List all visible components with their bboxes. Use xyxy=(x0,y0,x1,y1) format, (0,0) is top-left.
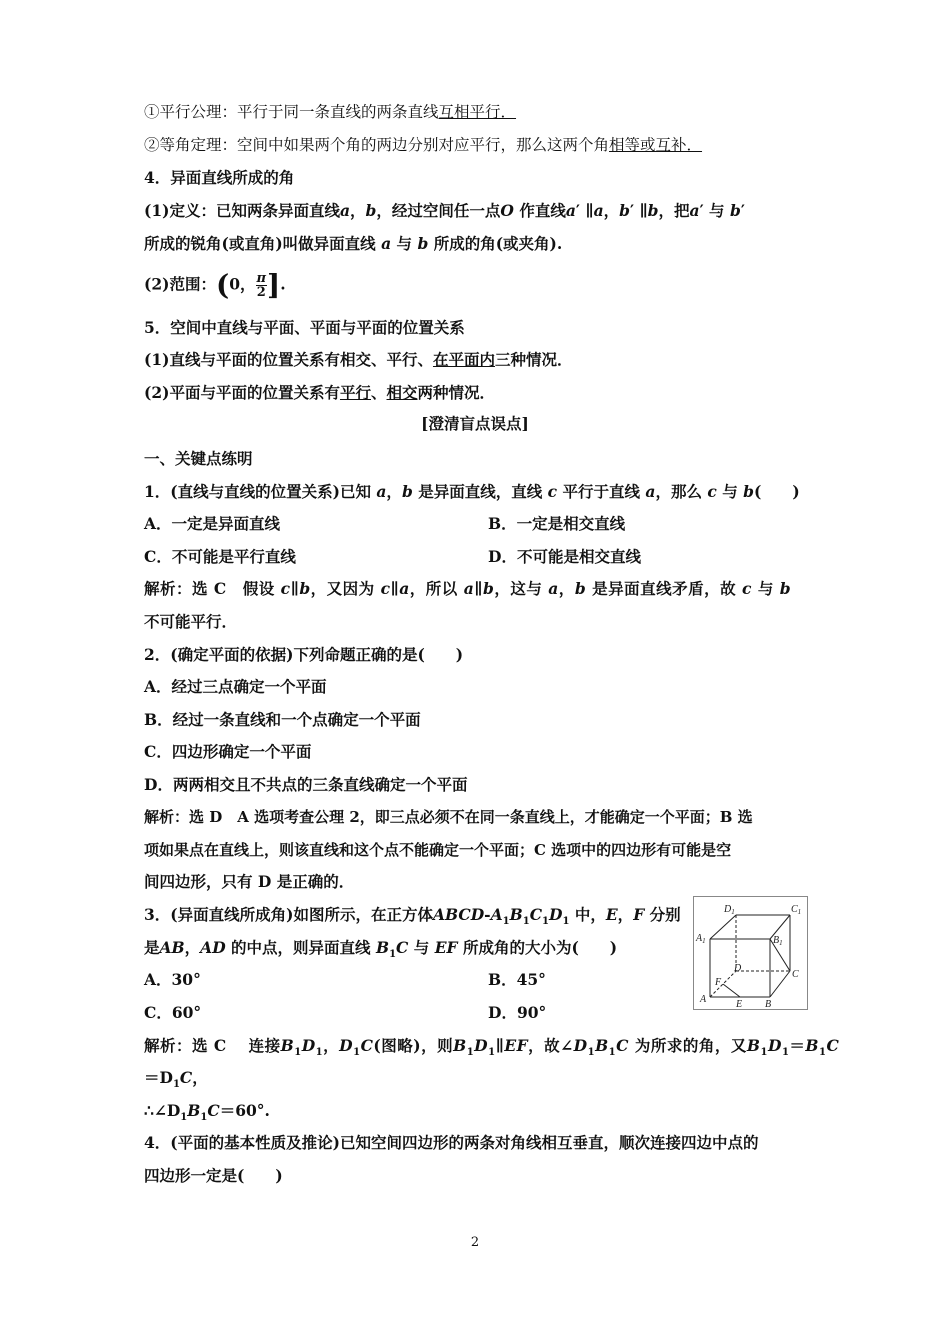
line-parallel-axiom xyxy=(144,102,516,122)
q3-option-b: B．45° xyxy=(488,970,546,989)
line-5-2: (2)平面与平面的位置关系有平行、相交两种情况． xyxy=(144,383,496,402)
answer-2-line-2: 项如果点在直线上，则该直线和这个点不能确定一个平面；C 选项中的四边形有可能是空 xyxy=(144,841,732,859)
question-4-line-2: 四边形一定是( ) xyxy=(144,1166,283,1185)
cube-figure xyxy=(693,896,808,1010)
text: ②等角定理：空间中如果两个角的两边分别对应平行，那么这两个角 xyxy=(144,136,610,154)
text: ①平行公理：平行于同一条直线的两条直线 xyxy=(144,103,439,121)
q1-option-c: C．不可能是平行直线 xyxy=(144,547,296,566)
line-equal-angle-theorem xyxy=(144,135,702,155)
answer-3-line-2: $=D_1C$， xyxy=(144,1068,208,1090)
label-b1: $B_1$ xyxy=(773,935,783,947)
question-3-line-1: 3．(异面直线所成角)如图所示，在正方体ABCD-$A_1B_1C_1D_1$ 中，E，F 分别 xyxy=(144,905,681,927)
heading-4: 4．异面直线所成的角 xyxy=(144,168,295,187)
label-f: F xyxy=(715,977,722,988)
underlined-answer: 相等或互补． xyxy=(609,136,703,154)
label-c1: $C_1$ xyxy=(791,904,802,916)
q2-option-b: B．经过一条直线和一个点确定一个平面 xyxy=(144,710,421,729)
line-5-1: (1)直线与平面的位置关系有相交、平行、在平面内三种情况． xyxy=(144,350,573,369)
q2-option-a: A．经过三点确定一个平面 xyxy=(144,677,327,696)
question-2: 2．(确定平面的依据)下列命题正确的是( ) xyxy=(144,645,464,664)
label-c: C xyxy=(792,969,799,980)
q1-option-b: B．一定是相交直线 xyxy=(488,514,626,533)
cube-diagram xyxy=(694,897,807,1009)
label-a1: $A_1$ xyxy=(696,933,706,945)
page-number: 2 xyxy=(470,1235,480,1250)
q1-option-a: A．一定是异面直线 xyxy=(144,514,281,533)
answer-1-line-1: 解析：选 C 假设 c∥b，又因为 c∥a，所以 a∥b，这与 a，b 是异面直线矛盾，故 c 与 b xyxy=(144,579,792,598)
label-b: B xyxy=(765,999,772,1009)
section-title: [澄清盲点误点] xyxy=(421,414,529,433)
heading-5: 5．空间中直线与平面、平面与平面的位置关系 xyxy=(144,318,465,337)
question-1: 1．(直线与直线的位置关系)已知 a，b 是异面直线，直线 c 平行于直线 a，那么 c 与 b( ) xyxy=(144,482,800,501)
label-d: D xyxy=(734,963,742,974)
question-3-line-2: 是AB，AD 的中点，则异面直线 $B_1C$ 与 EF 所成角的大小为( ) xyxy=(144,938,618,960)
label-e: E xyxy=(736,999,743,1009)
subsection-title: 一、关键点练明 xyxy=(144,449,253,468)
underlined-answer: 互相平行． xyxy=(438,103,517,121)
answer-1-line-2: 不可能平行． xyxy=(144,612,238,631)
question-4-line-1: 4．(平面的基本性质及推论)已知空间四边形的两条对角线相互垂直，顺次连接四边中点的 xyxy=(144,1133,759,1152)
answer-3-line-1: 解析：选 C 连接$B_1D_1$，$D_1C$(图略)，则$B_1D_1\parallel EF$，故$\angle D_1B_1C$ 为所求的角，又$B_1D_1=B_1C$ xyxy=(144,1036,840,1058)
q2-option-d: D．两两相交且不共点的三条直线确定一个平面 xyxy=(144,775,468,794)
range-line: (2)范围：(0， $\frac{\pi}{2}$ ]. xyxy=(144,268,286,302)
answer-3-line-3: $\therefore\angle D_1B_1C=60^\circ$. xyxy=(144,1101,270,1123)
label-a: A xyxy=(700,994,707,1005)
answer-2-line-1: 解析：选 D A 选项考查公理 2，即三点必须不在同一条直线上，才能确定一个平面；B 选 xyxy=(144,808,753,826)
q3-option-d: D．90° xyxy=(488,1003,547,1022)
label-d1: $D_1$ xyxy=(724,904,735,916)
q3-option-a: A．30° xyxy=(144,970,201,989)
definition-line-1: (1)定义：已知两条异面直线a，b，经过空间任一点O 作直线a′ ∥a，b′ ∥b，把a′ 与 b′ xyxy=(144,201,745,220)
answer-2-line-3: 间四边形，只有 D 是正确的． xyxy=(144,872,355,891)
q3-option-c: C．60° xyxy=(144,1003,202,1022)
q2-option-c: C．四边形确定一个平面 xyxy=(144,742,312,761)
definition-line-2: 所成的锐角(或直角)叫做异面直线 a 与 b 所成的角(或夹角). xyxy=(144,234,563,253)
q1-option-d: D．不可能是相交直线 xyxy=(488,547,641,566)
